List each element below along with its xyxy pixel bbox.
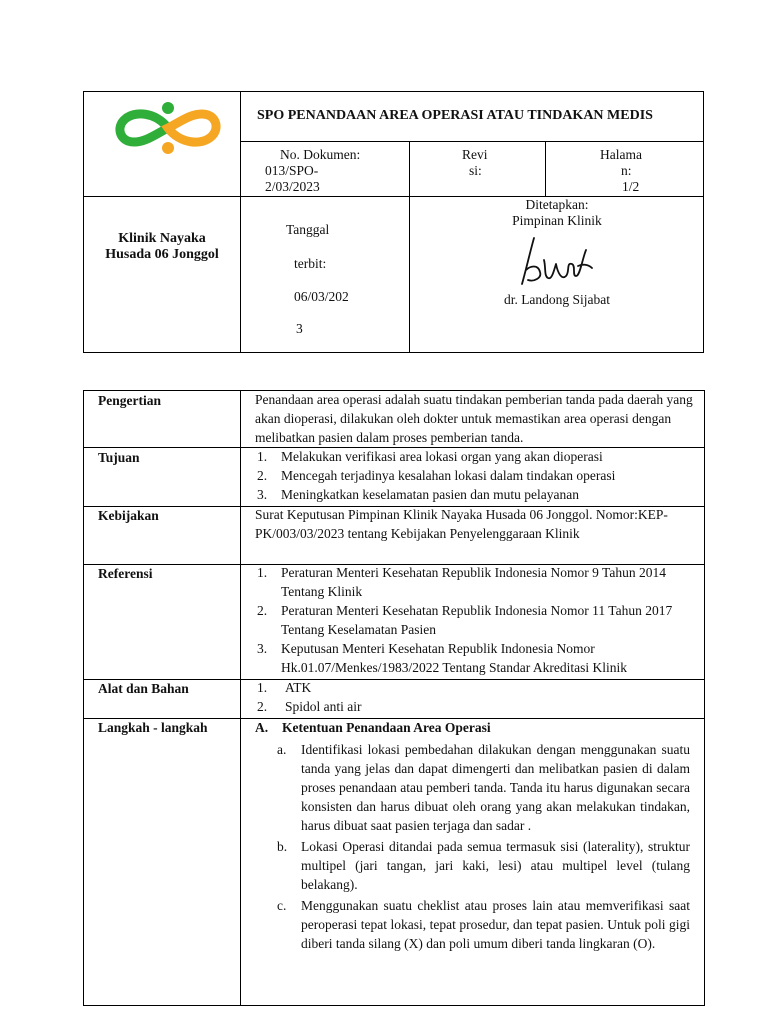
list-item: 3. Keputusan Menteri Kesehatan Republik Indonesia Nomor Hk.01.07/Menkes/1983/2022 Tentang Standar Akreditasi Klinik <box>257 641 628 675</box>
list-item: 1. ATK <box>257 680 312 695</box>
row-label-kebijakan: Kebijakan <box>98 508 159 523</box>
divider <box>84 718 705 719</box>
row-label-referensi: Referensi <box>98 566 153 581</box>
no-dokumen-value: 013/SPO- <box>265 163 319 178</box>
section-heading: Ketentuan Penandaan Area Operasi <box>282 720 491 735</box>
no-dokumen-label: No. Dokumen: <box>280 147 361 162</box>
row-label-langkah: Langkah - langkah <box>98 720 208 735</box>
halaman-value: 1/2 <box>622 179 640 194</box>
divider <box>240 141 704 142</box>
signatory-name: dr. Landong Sijabat <box>503 292 611 307</box>
list-item: 1. Peraturan Menteri Kesehatan Republik Indonesia Nomor 9 Tahun 2014 Tentang Klinik <box>257 565 666 599</box>
divider <box>409 141 410 196</box>
list-item: 3. Meningkatkan keselamatan pasien dan mutu pelayanan <box>257 487 580 502</box>
list-item: 2. Peraturan Menteri Kesehatan Republik Indonesia Nomor 11 Tahun 2017 Tentang Keselamatan Pasien <box>257 603 673 637</box>
tanggal-label: Tanggal <box>286 222 330 237</box>
divider <box>240 391 241 1006</box>
no-dokumen-value: 2/03/2023 <box>265 179 320 194</box>
list-item: 1. Melakukan verifikasi area lokasi organ yang akan dioperasi <box>257 449 603 464</box>
tanggal-value: 06/03/202 <box>294 289 349 304</box>
divider <box>545 141 546 196</box>
list-item: 2. Spidol anti air <box>257 699 362 714</box>
tanggal-label: terbit: <box>294 256 327 271</box>
signature-image <box>516 230 596 290</box>
halaman-label: n: <box>621 163 632 178</box>
clinic-name: Klinik Nayaka Husada 06 Jonggol <box>105 231 219 262</box>
langkah-list <box>277 740 690 953</box>
tanggal-value: 3 <box>296 321 303 336</box>
list-item: b. Lokasi Operasi ditandai pada semua termasuk sisi (laterality), struktur multipel (jari tangan, jari kaki, lesi) atau multipel level (tulang belakang). <box>277 839 690 892</box>
list-item: a. Identifikasi lokasi pembedahan dilakukan dengan menggunakan suatu tanda yang jelas dan dapat dimengerti dan melibatkan pasien di dalam proses penandaan atau pemberi tanda. Tanda itu harus digunakan secara konsisten dan harus dibuat oleh orang yang akan melakukan tindakan, harus dibuat saat pasien terjaga dan sadar . <box>277 742 690 833</box>
kebijakan-text: Surat Keputusan Pimpinan Klinik Nayaka Husada 06 Jonggol. Nomor:KEP-PK/003/03/2023 tentang Kebijakan Penyelenggaraan Klinik <box>255 507 668 541</box>
alat-list <box>255 678 700 716</box>
revisi-label: si: <box>469 163 482 178</box>
divider <box>240 92 241 353</box>
pengertian-text: Penandaan area operasi adalah suatu tindakan pemberian tanda pada daerah yang akan dioperasi, dilakukan oleh dokter untuk memastikan area operasi dengan melibatkan pasien dalam proses pemberian tanda. <box>255 392 693 445</box>
referensi-list <box>255 563 685 677</box>
procedure-table <box>83 390 705 1006</box>
tujuan-list <box>255 447 700 504</box>
header-table <box>83 91 704 353</box>
row-label-tujuan: Tujuan <box>98 450 140 465</box>
document-title: SPO PENANDAAN AREA OPERASI ATAU TINDAKAN MEDIS <box>257 108 653 123</box>
section-letter: A. <box>255 720 269 735</box>
halaman-label: Halama <box>600 147 642 162</box>
revisi-label: Revi <box>462 147 488 162</box>
row-label-pengertian: Pengertian <box>98 393 161 408</box>
list-item: 2. Mencegah terjadinya kesalahan lokasi dalam tindakan operasi <box>257 468 616 483</box>
clinic-logo <box>112 100 224 156</box>
ditetapkan-label: Ditetapkan: <box>525 197 589 212</box>
row-label-alat: Alat dan Bahan <box>98 681 189 696</box>
list-item: c. Menggunakan suatu cheklist atau proses lain atau memverifikasi saat peroperasi tepat lokasi, tepat prosedur, dan tepat pasien. Untuk poli gigi diberi tanda silang (X) dan poli umum diberi tanda lingkaran (O). <box>277 898 690 951</box>
pimpinan-label: Pimpinan Klinik <box>512 213 602 228</box>
